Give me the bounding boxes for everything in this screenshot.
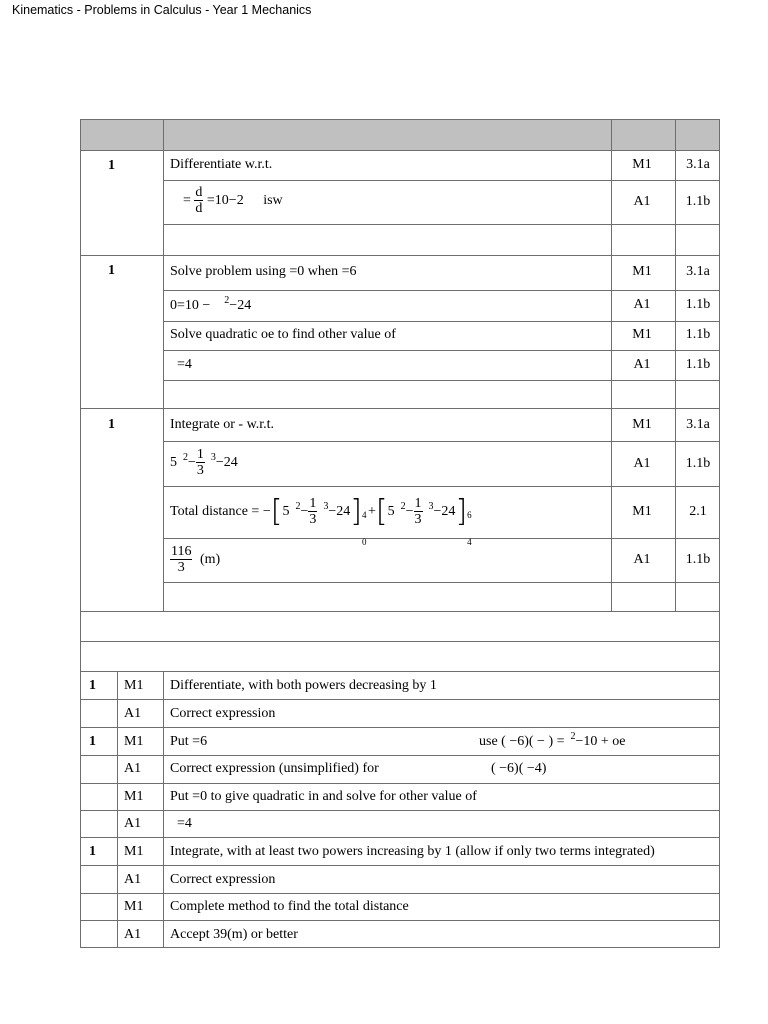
answer-expression: $\frac{116}{3}$ (m): [171, 544, 221, 576]
note-text: Integrate, with at least two powers increasing by 1 (allow if only two terms integrated): [170, 844, 655, 859]
mark: A1: [633, 194, 651, 209]
note-text: Correct expression (unsimplified) for: [170, 761, 379, 776]
note-text: =4: [177, 816, 192, 831]
mark: A1: [124, 706, 142, 721]
scheme-text: Integrate or - w.r.t.: [170, 417, 275, 432]
mark: M1: [632, 264, 652, 279]
mark: M1: [124, 678, 144, 693]
mark: M1: [632, 417, 652, 432]
question-number: 1: [89, 734, 96, 749]
mark: M1: [124, 734, 144, 749]
note-text: Correct expression: [170, 706, 276, 721]
ao: 2.1: [689, 504, 707, 519]
mark: M1: [124, 844, 144, 859]
mark: M1: [632, 504, 652, 519]
scheme-text: Differentiate w.r.t.: [170, 157, 273, 172]
scheme-text: Solve problem using =0 when =6: [170, 264, 357, 279]
derivative-expression: = $\frac{d}{d}$ =10−2 isw: [183, 185, 283, 217]
scheme-text: Solve quadratic oe to find other value of: [170, 327, 396, 342]
question-number: 1: [89, 844, 96, 859]
mark: A1: [633, 456, 651, 471]
note-text: Accept 39(m) or better: [170, 927, 298, 942]
mark: M1: [632, 157, 652, 172]
question-number: 1: [108, 263, 115, 278]
fraction: $\frac{d}{d}$: [195, 185, 203, 217]
note-text: Put =6: [170, 734, 208, 749]
empty-row: [80, 641, 720, 672]
ao: 1.1b: [685, 552, 711, 567]
scheme-text: =4: [177, 357, 192, 372]
note-extra: use ( −6)( − ) = $^2$−10 + oe: [479, 731, 626, 749]
table-header-row: [81, 120, 719, 151]
ao: 1.1b: [685, 297, 711, 312]
notes-table: [80, 671, 720, 948]
ao: 1.1b: [685, 456, 711, 471]
question-number: 1: [108, 417, 115, 432]
integral-expression: 5 $^2$− $\frac{1}{3}$ $^3$−24: [170, 447, 238, 479]
mark: A1: [633, 297, 651, 312]
mark: A1: [124, 761, 142, 776]
ao: 1.1b: [685, 327, 711, 342]
ao: 3.1a: [686, 417, 710, 432]
note-text: Correct expression: [170, 872, 276, 887]
page-header: Kinematics - Problems in Calculus - Year 1 Mechanics: [12, 3, 312, 17]
mark: A1: [124, 927, 142, 942]
mark: M1: [124, 789, 144, 804]
question-number: 1: [89, 678, 96, 693]
question-number: 1: [108, 158, 115, 173]
mark: M1: [124, 899, 144, 914]
mark-scheme-table: [80, 119, 720, 612]
total-distance-expression: Total distance = −[5 $^2$− $\frac{1}{3}$ $^3$−24] 4 0 +[5 $^2$− $\frac{1}{3}$ $^3$−24] 6 4: [170, 493, 472, 547]
ao: 1.1b: [685, 194, 711, 209]
note-extra: ( −6)( −4): [491, 761, 547, 776]
mark: A1: [124, 816, 142, 831]
mark: M1: [632, 327, 652, 342]
ao: 3.1a: [686, 264, 710, 279]
note-text: Complete method to find the total distance: [170, 899, 409, 914]
mark: A1: [633, 357, 651, 372]
ao: 1.1b: [685, 357, 711, 372]
mark: A1: [633, 552, 651, 567]
note-text: Differentiate, with both powers decreasing by 1: [170, 678, 437, 693]
ao: 3.1a: [686, 157, 710, 172]
mark: A1: [124, 872, 142, 887]
empty-row: [80, 611, 720, 642]
quadratic-equation: 0=10 − $^2$−24: [170, 295, 252, 313]
note-text: Put =0 to give quadratic in and solve for other value of: [170, 789, 477, 804]
